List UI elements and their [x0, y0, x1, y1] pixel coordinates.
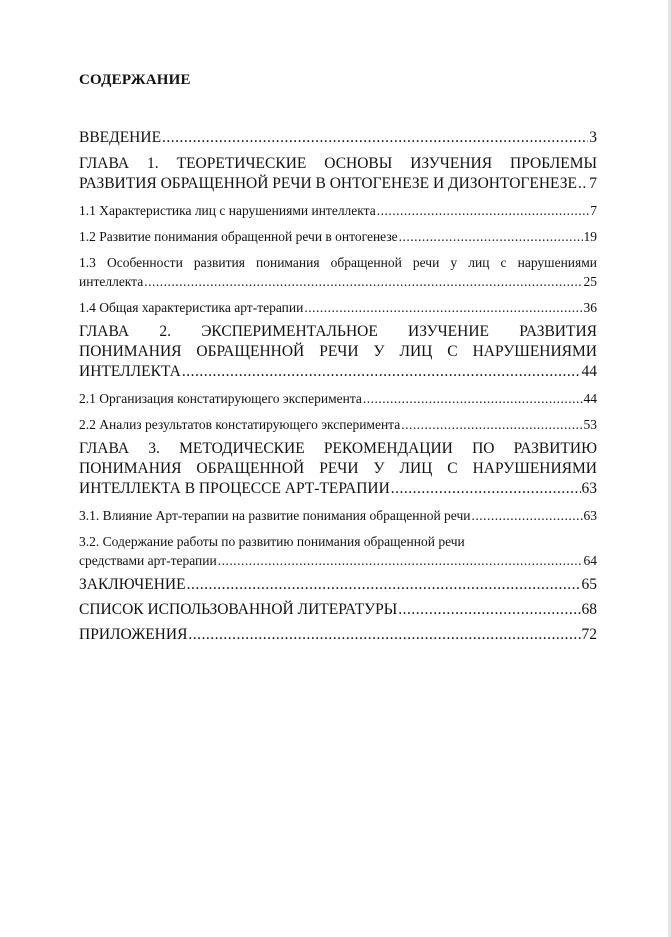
dot-leader	[144, 272, 582, 291]
dot-leader	[162, 128, 588, 148]
toc-page-number: 64	[583, 553, 597, 568]
toc-entry-text: 2.1 Организация констатирующего эксперимента	[79, 391, 362, 406]
toc-entry-text: ПОНИМАНИЯ ОБРАЩЕННОЙ РЕЧИ У ЛИЦ С НАРУШЕНИЯМИ	[79, 343, 597, 360]
toc-page-number: 68	[581, 601, 597, 618]
toc-page-number: 44	[583, 391, 597, 406]
toc-entry-text: ПОНИМАНИЯ ОБРАЩЕННОЙ РЕЧИ У ЛИЦ С НАРУШЕНИЯМИ	[79, 460, 597, 477]
toc-entry-text: 1.2 Развитие понимания обращенной речи в онтогенезе	[79, 229, 398, 244]
toc-entry-text: средствами арт-терапии	[79, 553, 217, 568]
toc-entry-introduction[interactable]	[79, 128, 597, 148]
toc-page-number: 44	[581, 363, 597, 380]
toc-page-number: 7	[590, 203, 597, 218]
dot-leader	[471, 506, 582, 525]
toc-page-number: 63	[581, 480, 597, 497]
toc-page-number: 25	[583, 274, 597, 289]
toc-page-number: 7	[589, 175, 597, 192]
toc-entry-text: ИНТЕЛЛЕКТА В ПРОЦЕССЕ АРТ-ТЕРАПИИ	[79, 480, 390, 497]
dot-leader	[398, 600, 580, 620]
toc-entry-chapter-1[interactable]	[79, 154, 597, 194]
dot-leader	[391, 479, 581, 499]
toc-entry-appendices[interactable]	[79, 625, 597, 645]
dot-leader	[182, 362, 581, 382]
toc-entry-text: 3.1. Влияние Арт-терапии на развитие понимания обращенной речи	[79, 508, 471, 523]
toc-page-number: 72	[581, 626, 597, 643]
toc-entry-text: РАЗВИТИЯ ОБРАЩЕННОЙ РЕЧИ В ОНТОГЕНЕЗЕ И ДИЗОНТОГЕНЕЗЕ	[79, 175, 577, 192]
toc-entry-section-3-2[interactable]	[79, 532, 597, 570]
toc-entry-section-2-2[interactable]	[79, 415, 597, 434]
page-title: СОДЕРЖАНИЕ	[79, 72, 191, 88]
toc-entry-section-1-4[interactable]	[79, 298, 597, 317]
toc-entry-text: интеллекта	[79, 274, 144, 289]
toc-page-number: 36	[583, 300, 597, 315]
toc-entry-text: 1.1 Характеристика лиц с нарушениями интеллекта	[79, 203, 376, 218]
toc-entry-text: СПИСОК ИСПОЛЬЗОВАННОЙ ЛИТЕРАТУРЫ	[79, 601, 398, 618]
table-of-contents	[79, 128, 597, 645]
toc-entry-text: ПРИЛОЖЕНИЯ	[79, 626, 188, 643]
toc-entry-text: ИНТЕЛЛЕКТА	[79, 363, 181, 380]
dot-leader	[188, 625, 580, 645]
toc-entry-text: 1.4 Общая характеристика арт-терапии	[79, 300, 304, 315]
toc-entry-section-1-2[interactable]	[79, 227, 597, 246]
toc-entry-text: 1.3 Особенности развития понимания обращенной речи у лиц с нарушениями	[79, 255, 597, 270]
toc-entry-text: ГЛАВА 1. ТЕОРЕТИЧЕСКИЕ ОСНОВЫ ИЗУЧЕНИЯ ПРОБЛЕМЫ	[79, 155, 597, 172]
dot-leader	[218, 551, 583, 570]
toc-entry-text: ВВЕДЕНИЕ	[79, 129, 162, 146]
toc-entry-conclusion[interactable]	[79, 575, 597, 595]
dot-leader	[304, 298, 582, 317]
dot-leader	[377, 201, 590, 220]
toc-page-number: 65	[581, 576, 597, 593]
toc-entry-text: ГЛАВА 2. ЭКСПЕРИМЕНТАЛЬНОЕ ИЗУЧЕНИЕ РАЗВИТИЯ	[79, 323, 597, 340]
toc-entry-references[interactable]	[79, 600, 597, 620]
dot-leader	[187, 575, 581, 595]
dot-leader	[399, 227, 583, 246]
dot-leader	[363, 389, 583, 408]
toc-entry-chapter-2[interactable]	[79, 322, 597, 382]
toc-entry-section-1-1[interactable]	[79, 201, 597, 220]
toc-page-number: 63	[583, 508, 597, 523]
toc-entry-text: 3.2. Содержание работы по развитию понимания обращенной речи	[79, 534, 465, 549]
toc-page-number: 53	[583, 417, 597, 432]
toc-entry-section-1-3[interactable]	[79, 253, 597, 291]
toc-entry-text: ЗАКЛЮЧЕНИЕ	[79, 576, 186, 593]
toc-page-number: 19	[583, 229, 597, 244]
toc-entry-section-3-1[interactable]	[79, 506, 597, 525]
toc-page-number: 3	[589, 129, 597, 146]
toc-entry-text: 2.2 Анализ результатов констатирующего эксперимента	[79, 417, 401, 432]
dot-leader	[578, 174, 588, 194]
toc-entry-text: ГЛАВА 3. МЕТОДИЧЕСКИЕ РЕКОМЕНДАЦИИ ПО РАЗВИТИЮ	[79, 440, 597, 457]
toc-entry-section-2-1[interactable]	[79, 389, 597, 408]
toc-entry-chapter-3[interactable]	[79, 439, 597, 499]
dot-leader	[401, 415, 582, 434]
